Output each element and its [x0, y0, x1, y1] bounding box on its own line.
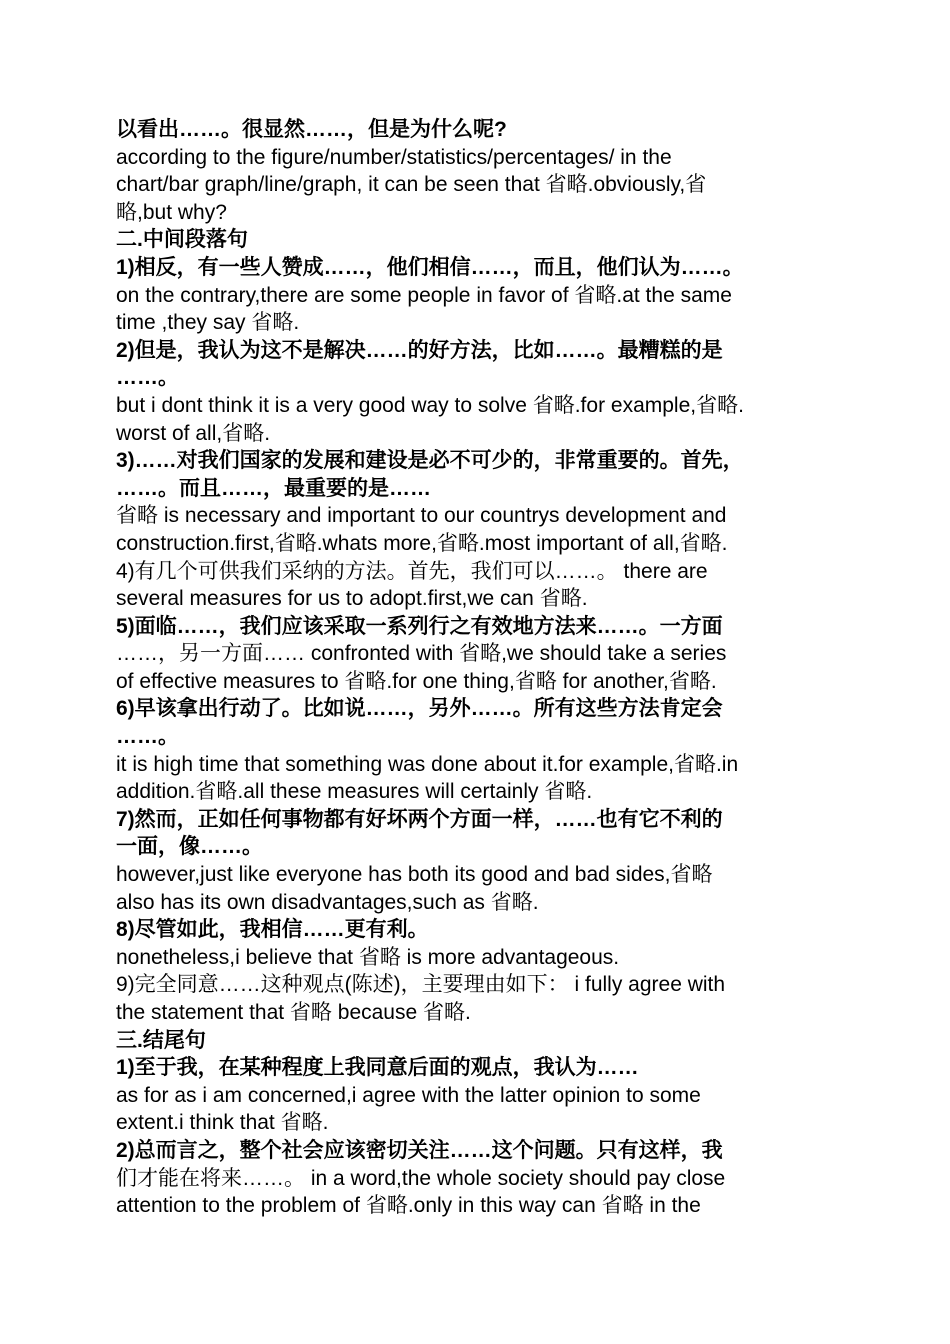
text-line: the statement that 省略 because 省略.: [116, 1001, 471, 1024]
text-line: as for as i am concerned,i agree with the latter opinion to some: [116, 1083, 701, 1107]
text-line: 9)完全同意……这种观点(陈述)，主要理由如下： i fully agree with: [116, 973, 726, 997]
text-line: according to the figure/number/statistics/percentages/ in the: [116, 145, 672, 169]
text-line: 2)但是，我认为这不是解决……的好方法，比如……。最糟糕的是: [116, 338, 723, 362]
text-line: 们才能在将来……。 in a word,the whole society should pay close: [116, 1166, 726, 1190]
text-line: 3)……对我们国家的发展和建设是必不可少的，非常重要的。首先，: [116, 449, 744, 473]
section-heading: 三.结尾句: [116, 1028, 206, 1052]
text-line: ……，另一方面…… confronted with 省略,we should take a series: [116, 642, 727, 666]
text-line: 一面，像……。: [116, 835, 263, 859]
section-heading: 二.中间段落句: [116, 228, 248, 252]
text-line: 7)然而，正如任何事物都有好坏两个方面一样，……也有它不利的: [116, 807, 723, 831]
text-line: 6)早该拿出行动了。比如说……，另外……。所有这些方法肯定会: [116, 697, 723, 721]
text-line: 1)相反，有一些人赞成……，他们相信……，而且，他们认为……。: [116, 255, 744, 279]
text-line: attention to the problem of 省略.only in this way can 省略 in the: [116, 1194, 701, 1218]
document-page: [116, 116, 836, 1220]
text-line: on the contrary,there are some people in favor of 省略.at the same: [116, 283, 732, 307]
text-line: extent.i think that 省略.: [116, 1111, 329, 1135]
text-line: 1)至于我，在某种程度上我同意后面的观点，我认为……: [116, 1056, 639, 1080]
text-line: 以看出……。很显然……，但是为什么呢?: [116, 118, 507, 141]
text-line: nonetheless,i believe that 省略 is more advantageous.: [116, 945, 620, 969]
text-line: addition.省略.all these measures will certainly 省略.: [116, 780, 593, 804]
text-line: but i dont think it is a very good way to solve 省略.for example,省略.: [116, 393, 744, 417]
text-line: also has its own disadvantages,such as 省略.: [116, 890, 539, 914]
text-line: 略,but why?: [116, 200, 227, 224]
text-line: worst of all,省略.: [116, 421, 271, 445]
text-line: 2)总而言之，整个社会应该密切关注……这个问题。只有这样，我: [116, 1138, 723, 1162]
text-line: it is high time that something was done about it.for example,省略.in: [116, 752, 739, 776]
text-line: chart/bar graph/line/graph, it can be seen that 省略.obviously,省: [116, 173, 707, 197]
text-line: of effective measures to 省略.for one thing,省略 for another,省略.: [116, 669, 717, 693]
text-line: time ,they say 省略.: [116, 311, 300, 335]
text-line: construction.first,省略.whats more,省略.most important of all,省略.: [116, 531, 728, 555]
text-line: 5)面临……，我们应该采取一系列行之有效地方法来……。一方面: [116, 614, 723, 638]
text-line: 4)有几个可供我们采纳的方法。首先，我们可以……。 there are: [116, 559, 708, 583]
text-line: several measures for us to adopt.first,we can 省略.: [116, 587, 588, 611]
text-line: 省略 is necessary and important to our countrys development and: [116, 504, 727, 528]
text-line: ……。而且……，最重要的是……: [116, 476, 431, 500]
text-line: ……。: [116, 725, 179, 749]
text-line: ……。: [116, 366, 179, 390]
text-line: however,just like everyone has both its good and bad sides,省略: [116, 863, 713, 887]
text-line: 8)尽管如此，我相信……更有利。: [116, 918, 429, 942]
